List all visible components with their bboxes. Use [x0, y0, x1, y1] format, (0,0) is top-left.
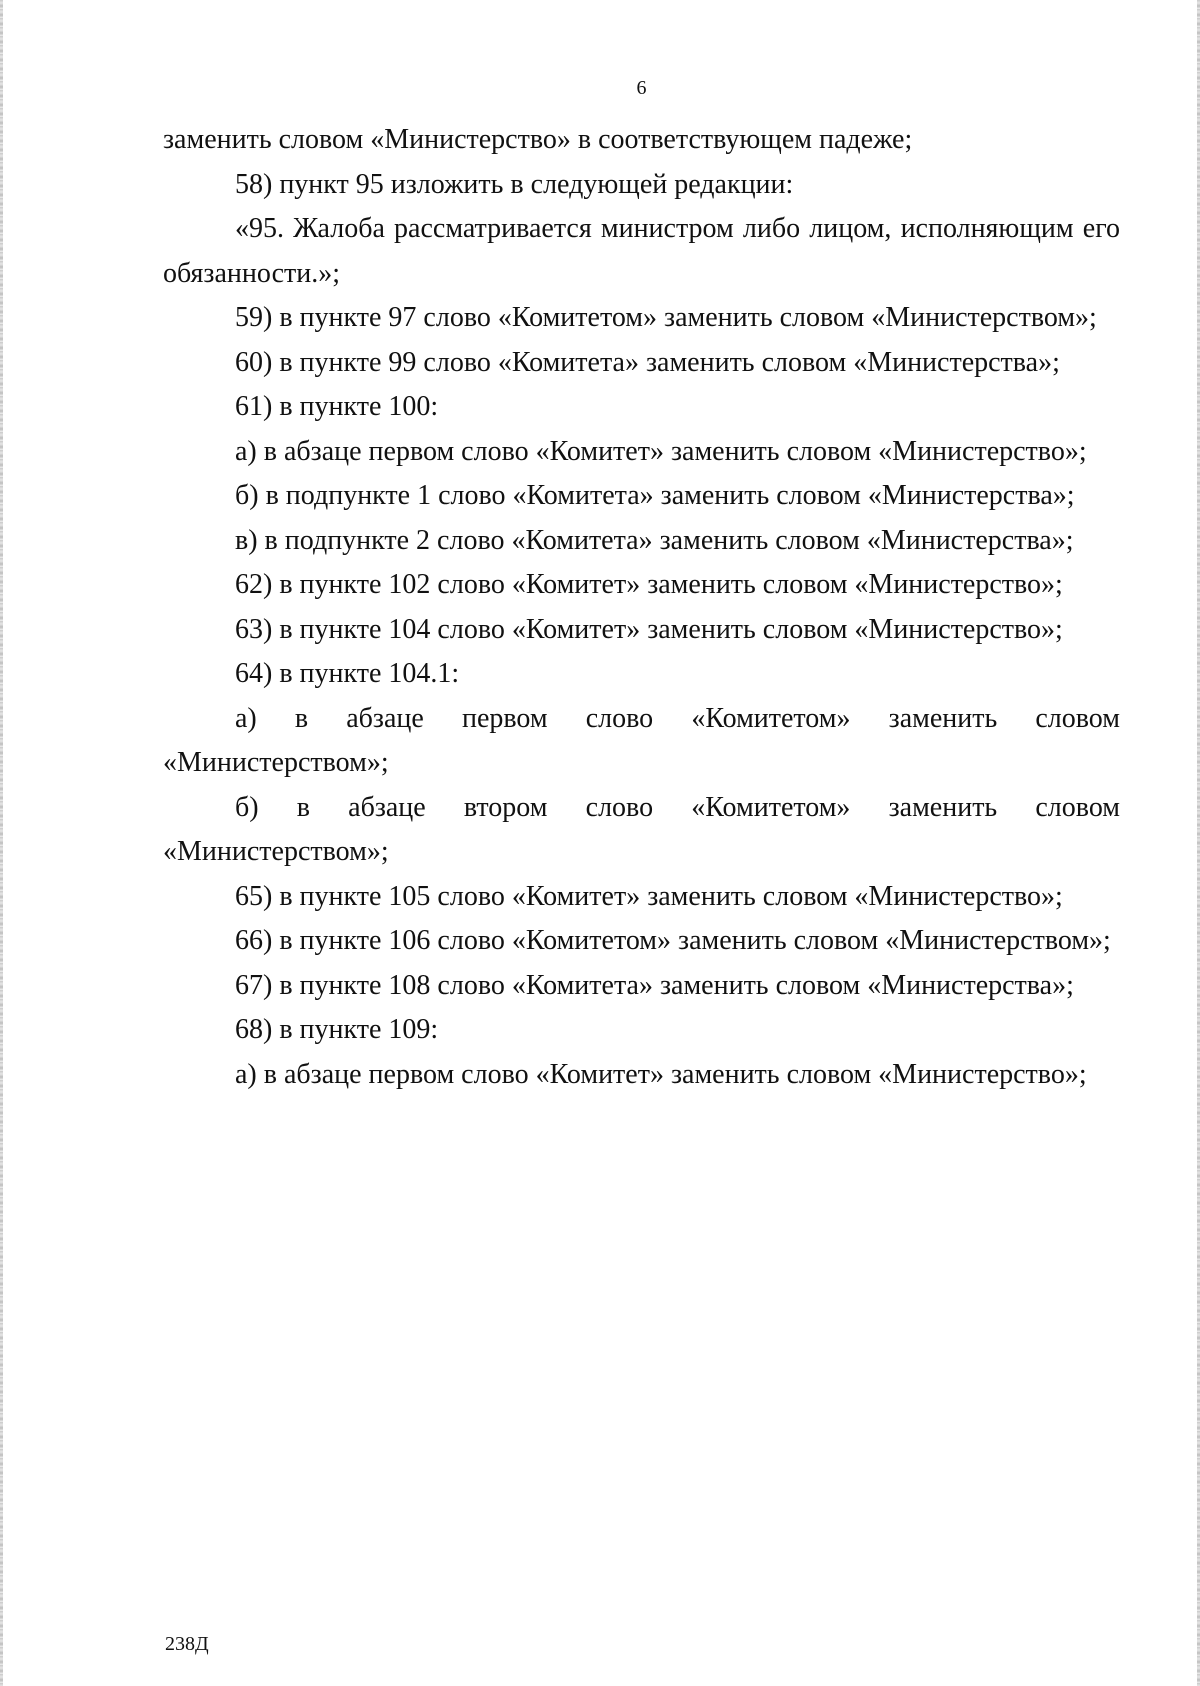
document-code: 238Д [165, 1633, 209, 1655]
document-body [163, 118, 1120, 1097]
paragraph-item-63: 63) в пункте 104 слово «Комитет» заменить словом «Министерство»; [235, 613, 1063, 645]
paragraph-item-68-a: а) в абзаце первом слово «Комитет» заменить словом «Министерство»; [235, 1058, 1087, 1090]
paragraph-item-65: 65) в пункте 105 слово «Комитет» заменить словом «Министерство»; [235, 880, 1063, 912]
paragraph-item-61-b: б) в подпункте 1 слово «Комитета» заменить словом «Министерства»; [235, 480, 1075, 511]
page-number: 6 [636, 77, 647, 99]
paragraph-item-68: 68) в пункте 109: [235, 1014, 439, 1045]
paragraph-item-64-a: а) в абзаце первом слово «Комитетом» заменить словом «Министерством»; [163, 702, 1120, 778]
paragraph-item-58: 58) пункт 95 изложить в следующей редакции: [235, 168, 794, 200]
paragraph-item-61-a: а) в абзаце первом слово «Комитет» заменить словом «Министерство»; [235, 435, 1087, 467]
paragraph-item-61-v: в) в подпункте 2 слово «Комитета» заменить словом «Министерства»; [235, 524, 1074, 556]
paragraph-item-64: 64) в пункте 104.1: [235, 658, 460, 689]
paragraph-item-60: 60) в пункте 99 слово «Комитета» заменить словом «Министерства»; [235, 346, 1060, 378]
scan-edge-left [0, 0, 3, 1686]
paragraph-item-62: 62) в пункте 102 слово «Комитет» заменить словом «Министерство»; [235, 569, 1063, 600]
paragraph-quote-95: «95. Жалоба рассматривается министром либо лицом, исполняющим его обязанности.»; [163, 213, 1120, 289]
paragraph-item-67: 67) в пункте 108 слово «Комитета» заменить словом «Министерства»; [235, 969, 1074, 1001]
paragraph-item-66: 66) в пункте 106 слово «Комитетом» заменить словом «Министерством»; [235, 925, 1111, 956]
paragraph-item-64-b: б) в абзаце втором слово «Комитетом» заменить словом «Министерством»; [163, 791, 1120, 867]
paragraph-continuation: заменить словом «Министерство» в соответствующем падеже; [163, 124, 913, 155]
paragraph-item-61: 61) в пункте 100: [235, 391, 439, 422]
paragraph-item-59: 59) в пункте 97 слово «Комитетом» заменить словом «Министерством»; [235, 302, 1097, 333]
